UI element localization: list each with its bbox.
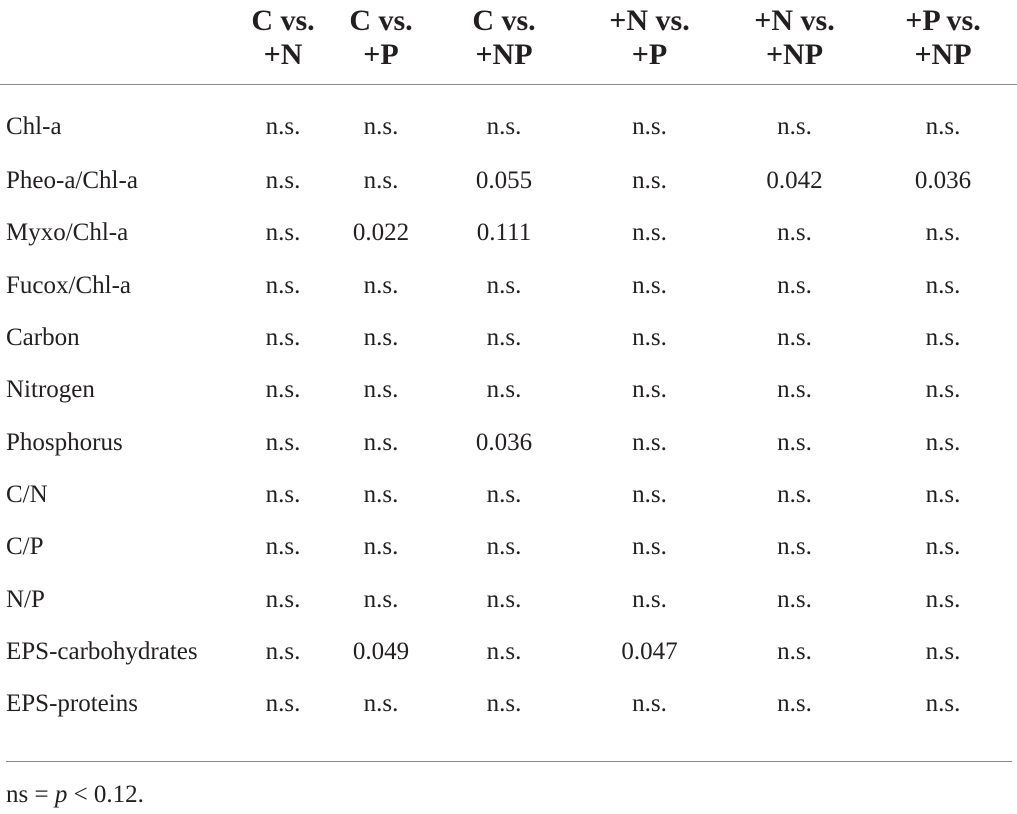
header-cell <box>869 0 1017 85</box>
table-cell: 0.111 <box>476 219 532 247</box>
table-cell: n.s. <box>486 690 522 718</box>
table-cell: n.s. <box>925 690 961 718</box>
table-cell: n.s. <box>486 324 522 352</box>
table-cell: n.s. <box>925 219 961 247</box>
table-body <box>0 85 1017 741</box>
table-cell: n.s. <box>632 167 667 195</box>
table-cell: n.s. <box>925 113 961 140</box>
table-cell: n.s. <box>486 113 522 140</box>
table-cell: n.s. <box>632 219 667 247</box>
table-cell: n.s. <box>363 690 399 718</box>
table-cell: n.s. <box>632 690 667 718</box>
table-cell: n.s. <box>486 637 522 665</box>
table-cell: n.s. <box>777 271 812 299</box>
table-cell: n.s. <box>777 585 812 613</box>
table-bottom-rule <box>6 761 1012 762</box>
header-line: C vs. <box>251 4 315 37</box>
footnote-p-variable: p <box>54 781 68 808</box>
table-cell: n.s. <box>265 480 301 508</box>
table-cell: n.s. <box>632 585 667 613</box>
table-cell: n.s. <box>777 637 812 665</box>
table-cell: n.s. <box>486 271 522 299</box>
table-row <box>0 416 1017 468</box>
header-line: +NP <box>765 38 824 71</box>
table-cell: n.s. <box>363 480 399 508</box>
table-cell: n.s. <box>632 480 667 508</box>
table-cell: 0.055 <box>475 167 533 195</box>
header-cell <box>233 0 333 85</box>
header-cell-empty <box>0 0 233 85</box>
header-line: +NP <box>914 38 972 71</box>
table-cell: n.s. <box>925 637 961 665</box>
table-cell: 0.042 <box>766 167 823 195</box>
table-row <box>0 678 1017 740</box>
footnote-suffix: < 0.12. <box>67 781 144 808</box>
table-cell: n.s. <box>265 271 301 299</box>
table-cell: n.s. <box>363 167 399 195</box>
table-cell: n.s. <box>632 113 667 140</box>
header-line: +N <box>263 38 303 71</box>
header-line: +P vs. <box>905 4 981 37</box>
table-cell: n.s. <box>486 480 522 508</box>
header-cell <box>579 0 720 85</box>
table-cell: n.s. <box>925 271 961 299</box>
table-cell: 0.022 <box>352 219 410 247</box>
table-cell: n.s. <box>632 533 667 561</box>
row-label: C/N <box>6 480 48 508</box>
table-cell: n.s. <box>925 533 961 561</box>
table-cell: n.s. <box>363 428 399 456</box>
header-line: +NP <box>475 38 533 71</box>
table-row <box>0 521 1017 573</box>
table-cell: n.s. <box>265 113 301 140</box>
table-cell: n.s. <box>777 533 812 561</box>
table-cell: n.s. <box>925 324 961 352</box>
table-row <box>0 85 1017 156</box>
table-cell: n.s. <box>265 533 301 561</box>
row-label: EPS-carbohydrates <box>6 637 198 665</box>
table-cell: n.s. <box>925 480 961 508</box>
row-label: Myxo/Chl-a <box>6 219 129 247</box>
header-line: +N vs. <box>754 4 835 37</box>
header-cell <box>333 0 429 85</box>
table-cell: n.s. <box>632 324 667 352</box>
table-cell: n.s. <box>925 585 961 613</box>
table-cell: n.s. <box>265 428 301 456</box>
table-cell: n.s. <box>486 376 522 404</box>
table-cell: n.s. <box>777 376 812 404</box>
table-cell: n.s. <box>486 533 522 561</box>
table-row <box>0 312 1017 364</box>
table-cell: n.s. <box>363 113 399 140</box>
table-row <box>0 626 1017 678</box>
table-cell: n.s. <box>632 271 667 299</box>
table-cell: 0.036 <box>475 428 533 456</box>
footnote-prefix: ns = <box>6 781 55 808</box>
row-label: N/P <box>6 585 45 613</box>
header-line: +P <box>363 38 399 71</box>
table-row <box>0 364 1017 416</box>
table-row <box>0 207 1017 259</box>
table-cell: n.s. <box>363 324 399 352</box>
row-label: Carbon <box>6 324 80 352</box>
table-cell: n.s. <box>777 480 812 508</box>
table-cell: 0.047 <box>621 637 678 665</box>
header-line: +N vs. <box>609 4 690 37</box>
row-label: Pheo-a/Chl-a <box>6 167 138 195</box>
row-label: Fucox/Chl-a <box>6 271 131 299</box>
table-cell: n.s. <box>265 167 301 195</box>
table-header <box>0 0 1017 85</box>
table-cell: n.s. <box>777 690 812 718</box>
table-cell: n.s. <box>632 428 667 456</box>
header-cell <box>720 0 869 85</box>
table-cell: n.s. <box>777 113 812 140</box>
table-footnote <box>6 780 144 810</box>
table-row <box>0 573 1017 625</box>
row-label: Nitrogen <box>6 376 95 404</box>
table-row <box>0 260 1017 312</box>
table-cell: n.s. <box>265 690 301 718</box>
header-row <box>0 0 1017 85</box>
table-cell: n.s. <box>777 219 812 247</box>
table-cell: n.s. <box>632 376 667 404</box>
table-cell: n.s. <box>363 271 399 299</box>
table-cell: n.s. <box>265 637 301 665</box>
table-cell: 0.036 <box>914 167 972 195</box>
table-cell: 0.049 <box>352 637 410 665</box>
table-cell: n.s. <box>486 585 522 613</box>
table-row <box>0 469 1017 521</box>
header-line: +P <box>631 38 668 71</box>
table-cell: n.s. <box>265 585 301 613</box>
table-cell: n.s. <box>777 428 812 456</box>
table-cell: n.s. <box>363 376 399 404</box>
table-cell: n.s. <box>777 324 812 352</box>
header-line: C vs. <box>472 4 536 37</box>
header-line: C vs. <box>349 4 413 37</box>
table-cell: n.s. <box>265 219 301 247</box>
table-cell: n.s. <box>363 585 399 613</box>
row-label: C/P <box>6 533 44 561</box>
row-label: Chl-a <box>6 113 62 140</box>
table-cell: n.s. <box>265 376 301 404</box>
table-cell: n.s. <box>925 376 961 404</box>
row-label: EPS-proteins <box>6 690 138 718</box>
row-label: Phosphorus <box>6 428 123 456</box>
table-cell: n.s. <box>265 324 301 352</box>
table-cell: n.s. <box>925 428 961 456</box>
header-cell <box>429 0 579 85</box>
table-row <box>0 155 1017 207</box>
table-cell: n.s. <box>363 533 399 561</box>
